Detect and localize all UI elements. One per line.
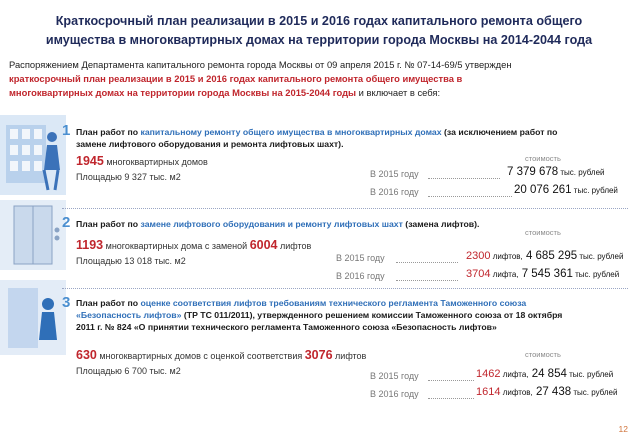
amount: 20 076 261 bbox=[514, 184, 572, 196]
section-2-highlight: замене лифтового оборудования и ремонту лифтовых шахт bbox=[140, 219, 403, 229]
section-1-row-2016-value bbox=[514, 184, 618, 196]
section-2-row-2015-year: В 2015 году bbox=[336, 253, 385, 263]
section-1-number: 1 bbox=[62, 122, 71, 139]
section-3-number: 3 bbox=[62, 294, 71, 311]
section-1-highlight: капитальному ремонту общего имущества в многоквартирных домах bbox=[140, 127, 442, 137]
section-1-heading bbox=[76, 126, 628, 150]
lifts-unit: лифта, bbox=[490, 270, 519, 279]
section-1-post2: замене лифтового оборудования и ремонта лифтовых шахт). bbox=[76, 139, 344, 149]
amount: 27 438 bbox=[532, 386, 572, 398]
title-line-2: имущества в многоквартирных домах на территории города Москвы на 2014-2044 года bbox=[45, 33, 593, 47]
section-2-count bbox=[76, 238, 311, 252]
lifts-unit: лифта, bbox=[500, 370, 529, 379]
lifts-unit: лифтов, bbox=[490, 252, 523, 261]
section-1-cost-label: стоимость bbox=[525, 154, 561, 163]
section-3-highlight-2: «Безопасность лифтов» bbox=[76, 310, 182, 320]
page-title bbox=[10, 12, 628, 50]
section-3-row-2016-value bbox=[476, 386, 617, 398]
lifts: 1462 bbox=[476, 368, 501, 380]
section-3-row-2015-value bbox=[476, 368, 613, 380]
section-1-count-text: многоквартирных домов bbox=[103, 157, 208, 167]
unit: тыс. рублей bbox=[577, 252, 624, 261]
leader-line bbox=[428, 398, 474, 399]
section-1-pre: План работ по bbox=[76, 127, 141, 137]
section-2-count-text: многоквартирных дома с заменой bbox=[103, 241, 250, 251]
section-2-lift-number: 6004 bbox=[249, 238, 278, 252]
intro-line-1: Распоряжением Департамента капитального ремонта города Москвы от 09 апреля 2015 г. № 07-14-69/5 утвержден bbox=[9, 59, 512, 70]
inspection-illustration-icon bbox=[0, 280, 66, 355]
leader-line bbox=[396, 262, 458, 263]
leader-line bbox=[428, 178, 500, 179]
lifts: 2300 bbox=[466, 250, 491, 262]
section-2-row-2016-year: В 2016 году bbox=[336, 271, 385, 281]
section-1-row-2015-value bbox=[507, 166, 605, 178]
section-1-area: Площадью 9 327 тыс. м2 bbox=[76, 172, 181, 182]
section-2-post1: (замена лифтов). bbox=[402, 219, 480, 229]
worker-illustration-icon bbox=[0, 115, 66, 195]
amount: 4 685 295 bbox=[522, 250, 578, 262]
section-3-row-2016-year: В 2016 году bbox=[370, 389, 419, 399]
intro-tail: и включает в себя: bbox=[356, 87, 441, 98]
amount: 24 854 bbox=[528, 368, 567, 380]
section-2-count-number: 1193 bbox=[76, 238, 104, 252]
section-3-highlight: оценке соответствия лифтов требованиям технического регламента Таможенного союза bbox=[140, 298, 527, 308]
section-1-row-2015-year: В 2015 году bbox=[370, 169, 419, 179]
leader-line bbox=[396, 280, 458, 281]
section-3-post2: 2011 г. № 824 «О принятии технического регламента Таможенного союза «Безопасность лифтов» bbox=[76, 322, 497, 332]
section-3-pre: План работ по bbox=[76, 298, 141, 308]
section-2-row-2016-value bbox=[466, 268, 619, 280]
section-divider bbox=[62, 288, 628, 289]
title-line-1: Краткосрочный план реализации в 2015 и 2016 годах капитального ремонта общего bbox=[55, 14, 583, 28]
section-divider bbox=[62, 208, 628, 209]
section-3-lift-number: 3076 bbox=[304, 348, 333, 362]
unit: тыс. рублей bbox=[571, 388, 618, 397]
leader-line bbox=[428, 196, 512, 197]
section-2-number: 2 bbox=[62, 214, 71, 231]
section-1-post1: (за исключением работ по bbox=[441, 127, 558, 137]
unit: тыс. рублей bbox=[571, 186, 618, 195]
unit: тыс. рублей bbox=[558, 168, 605, 177]
section-3-count-text2: лифтов bbox=[332, 351, 367, 361]
intro-paragraph bbox=[9, 58, 629, 100]
section-3-cost-label: стоимость bbox=[525, 350, 561, 359]
section-2-count-text2: лифтов bbox=[277, 241, 312, 251]
lifts-unit: лифтов, bbox=[500, 388, 533, 397]
section-3-area: Площадью 6 700 тыс. м2 bbox=[76, 366, 181, 376]
section-3-post1: (ТР ТС 011/2011), утвержденного решением комиссии Таможенного союза от 18 октября bbox=[181, 310, 563, 320]
section-2-row-2015-value bbox=[466, 250, 623, 262]
lifts: 3704 bbox=[466, 268, 491, 280]
section-2-cost-label: стоимость bbox=[525, 228, 561, 237]
section-3-row-2015-year: В 2015 году bbox=[370, 371, 419, 381]
elevator-illustration-icon bbox=[0, 200, 66, 270]
section-1-row-2016-year: В 2016 году bbox=[370, 187, 419, 197]
section-1-count bbox=[76, 154, 208, 168]
amount: 7 379 678 bbox=[507, 166, 559, 178]
intro-highlight: многоквартирных домах на территории города Москвы на 2015-2044 годы bbox=[9, 87, 357, 98]
section-2-area: Площадью 13 018 тыс. м2 bbox=[76, 256, 186, 266]
lifts: 1614 bbox=[476, 386, 501, 398]
section-3-count-number: 630 bbox=[76, 348, 97, 362]
section-1-count-number: 1945 bbox=[76, 154, 104, 168]
leader-line bbox=[428, 380, 474, 381]
page-number: 12 bbox=[618, 424, 628, 434]
section-3-count-text: многоквартирных домов с оценкой соответствия bbox=[96, 351, 305, 361]
unit: тыс. рублей bbox=[566, 370, 614, 379]
section-3-heading bbox=[76, 297, 632, 333]
intro-line-3 bbox=[9, 86, 629, 100]
unit: тыс. рублей bbox=[572, 270, 620, 279]
section-2-pre: План работ по bbox=[76, 219, 141, 229]
intro-line-2: краткосрочный план реализации в 2015 и 2016 годах капитального ремонта общего имущества в bbox=[9, 73, 463, 84]
section-3-count bbox=[76, 348, 366, 362]
amount: 7 545 361 bbox=[518, 268, 573, 280]
